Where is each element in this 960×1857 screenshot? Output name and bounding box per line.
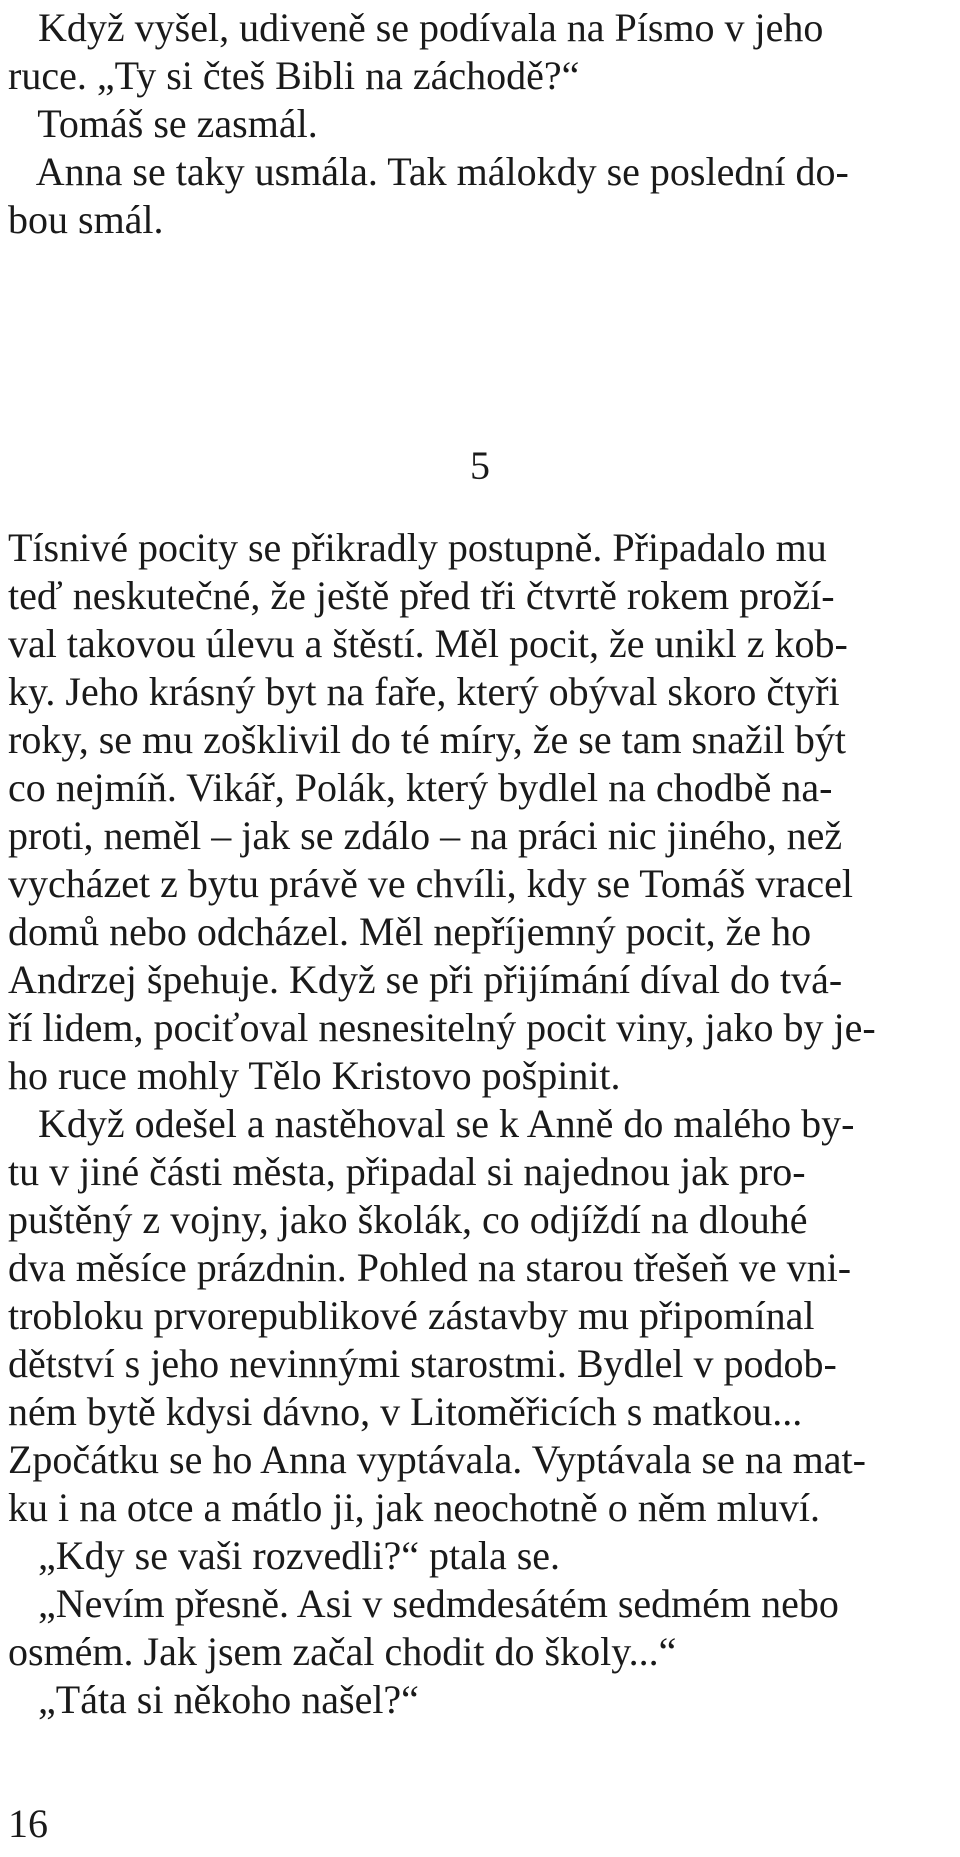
page-number: 16 — [8, 1801, 48, 1846]
text-line: ho ruce mohly Tělo Kristovo pošpinit. — [8, 1053, 621, 1098]
text-line: bou smál. — [8, 197, 164, 242]
text-line: Když vyšel, udiveně se podívala na Písmo v jeho — [8, 5, 824, 50]
text-line: Anna se taky usmála. Tak málokdy se poslední do- — [8, 149, 849, 194]
text-line: tu v jiné části města, připadal si najednou jak pro- — [8, 1149, 806, 1194]
text-line: Tomáš se zasmál. — [8, 101, 318, 146]
text-line: ku i na otce a mátlo ji, jak neochotně o něm mluví. — [8, 1485, 821, 1530]
text-line: teď neskutečné, že ještě před tři čtvrtě rokem proží- — [8, 573, 835, 618]
text-line: vycházet z bytu právě ve chvíli, kdy se Tomáš vracel — [8, 861, 854, 906]
text-line: Andrzej špehuje. Když se při přijímání díval do tvá- — [8, 957, 843, 1002]
text-line: dva měsíce prázdnin. Pohled na starou třešeň ve vni- — [8, 1245, 852, 1290]
text-line: val takovou úlevu a štěstí. Měl pocit, že unikl z kob- — [8, 621, 848, 666]
text-line: osmém. Jak jsem začal chodit do školy...“ — [8, 1629, 677, 1674]
text-line: Když odešel a nastěhoval se k Anně do malého by- — [8, 1101, 855, 1146]
text-line: ruce. „Ty si čteš Bibli na záchodě?“ — [8, 53, 580, 98]
text-line: domů nebo odcházel. Měl nepříjemný pocit, že ho — [8, 909, 812, 954]
chapter-number: 5 — [470, 443, 490, 488]
text-line: dětství s jeho nevinnými starostmi. Bydlel v podob- — [8, 1341, 837, 1386]
text-line: „Nevím přesně. Asi v sedmdesátém sedmém nebo — [8, 1581, 839, 1626]
text-line: Zpočátku se ho Anna vyptávala. Vyptávala se na mat- — [8, 1437, 866, 1482]
text-line: „Táta si někoho našel?“ — [8, 1677, 419, 1722]
text-line: ném bytě kdysi dávno, v Litoměřicích s matkou... — [8, 1389, 803, 1434]
text-line: ky. Jeho krásný byt na faře, který obýval skoro čtyři — [8, 669, 840, 714]
text-line: trobloku prvorepublikové zástavby mu připomínal — [8, 1293, 815, 1338]
text-line: Tísnivé pocity se přikradly postupně. Připadalo mu — [8, 525, 827, 570]
text-line: proti, neměl – jak se zdálo – na práci nic jiného, než — [8, 813, 843, 858]
text-line: co nejmíň. Vikář, Polák, který bydlel na chodbě na- — [8, 765, 833, 810]
text-line: puštěný z vojny, jako školák, co odjíždí na dlouhé — [8, 1197, 808, 1242]
text-line: ří lidem, pociťoval nesnesitelný pocit viny, jako by je- — [8, 1005, 876, 1050]
text-line: „Kdy se vaši rozvedli?“ ptala se. — [8, 1533, 561, 1578]
text-line: roky, se mu zošklivil do té míry, že se tam snažil být — [8, 717, 846, 762]
